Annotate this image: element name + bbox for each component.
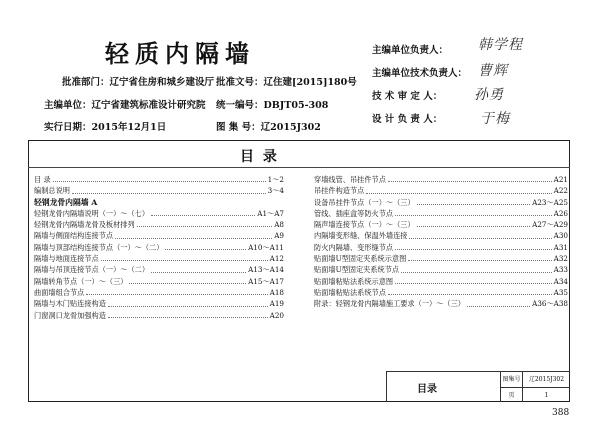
toc-entry xyxy=(34,298,284,309)
toc-entry-text: 内隔墙变形缝、保温外墙连接 xyxy=(314,231,408,241)
toc-entry xyxy=(34,242,284,253)
responsible-label-3: 技 术 审 定 人： xyxy=(372,91,443,102)
toc-entry xyxy=(314,208,568,219)
toc-entry-text: 附录：轻钢龙骨内隔墙施工要求（一）～（三） xyxy=(314,299,465,309)
atlas-label-cell: 图集号 xyxy=(500,372,522,387)
toc-entry xyxy=(34,230,284,241)
toc-entry xyxy=(314,185,568,196)
date-label: 实行日期： xyxy=(44,122,92,133)
toc-entry xyxy=(34,276,284,287)
toc-entry xyxy=(314,230,568,241)
toc-entry-page: A10～A11 xyxy=(248,242,284,252)
toc-entry xyxy=(34,264,284,275)
toc-entry-page: A33 xyxy=(553,265,568,275)
signature-4: 于梅 xyxy=(480,111,510,127)
toc-entry-page: A23～A25 xyxy=(532,197,568,207)
toc-entry xyxy=(34,287,284,298)
approval-dept-value: 辽宁省住房和城乡建设厅 xyxy=(109,77,215,88)
toc-entry-text: 门窗洞口龙骨加强构造 xyxy=(34,310,106,320)
approval-dept xyxy=(62,74,214,88)
date-value: 2015年12月1日 xyxy=(91,122,167,133)
toc-entry-text: 穿墙线管、吊挂件节点 xyxy=(314,175,386,184)
title-block-name: 目录 xyxy=(417,384,437,395)
toc-left-column xyxy=(34,174,284,321)
toc-entry-text: 轻钢龙骨内隔墙龙骨及板材排列 xyxy=(34,220,135,230)
toc-entry-page: A31 xyxy=(553,242,568,252)
approval-no xyxy=(216,74,357,88)
toc-entry-text: 曲面墙组合节点 xyxy=(34,287,85,297)
toc-entry-page: A22 xyxy=(553,186,568,196)
toc-entry xyxy=(314,276,568,287)
toc-entry-text: 管线、插座盒等防火节点 xyxy=(314,208,394,218)
toc-entry xyxy=(314,242,568,253)
toc-entry xyxy=(314,287,568,298)
responsible-label-2: 主编单位技术负责人： xyxy=(372,68,468,79)
atlas-no-value: 辽2015J302 xyxy=(260,122,321,133)
toc-entry-page: A30 xyxy=(553,231,568,241)
toc-entry-leader xyxy=(151,264,246,272)
toc-divider xyxy=(28,167,570,168)
toc-right-column xyxy=(314,174,568,310)
document-title: 轻质内隔墙 xyxy=(105,39,255,68)
toc-entry-page: A13～A14 xyxy=(248,265,284,275)
toc-entry-leader xyxy=(388,287,552,295)
toc-entry-page: 1～2 xyxy=(267,175,284,184)
approval-no-label: 批准文号： xyxy=(216,77,264,88)
toc-entry-page: A36～A38 xyxy=(532,299,568,309)
toc-entry-leader xyxy=(129,276,246,284)
toc-entry-leader xyxy=(401,264,552,272)
toc-entry-text: 吊挂件构造节点 xyxy=(314,186,365,196)
toc-entry-leader xyxy=(53,174,266,182)
toc-entry-leader xyxy=(395,276,552,284)
approval-no-value: 辽住建[2015]180号 xyxy=(263,77,357,88)
toc-entry-page: A18 xyxy=(269,287,284,297)
atlas-no xyxy=(216,119,321,133)
toc-entry xyxy=(314,298,568,309)
toc-entry-text: 隔墙与吊顶连接节点（一）～（二） xyxy=(34,265,150,275)
toc-entry-leader xyxy=(366,185,551,193)
toc-entry-leader xyxy=(417,219,530,227)
page-number: 388 xyxy=(552,408,570,418)
toc-entry-leader xyxy=(417,197,530,205)
editor-unit xyxy=(44,97,206,111)
toc-entry-text: 目 录 xyxy=(34,175,51,184)
implement-date xyxy=(44,119,166,133)
toc-entry-text: 防火内隔墙、变形缝节点 xyxy=(314,242,394,252)
toc-entry-page: A32 xyxy=(553,254,568,264)
toc-entry-leader xyxy=(115,230,272,238)
title-block-grid xyxy=(500,372,570,402)
editor-label: 主编单位： xyxy=(44,100,92,111)
toc-entry-text: 隔墙与地面连接节点 xyxy=(34,254,99,264)
toc-entry-text: 隔声墙连接节点（一）～（三） xyxy=(314,220,415,230)
page-value-cell: 1 xyxy=(522,387,570,402)
toc-title: 目 录 xyxy=(240,149,279,165)
toc-entry-page: A12 xyxy=(269,254,284,264)
toc-entry-text: 隔墙与侧面结构连接节点 xyxy=(34,231,114,241)
toc-entry xyxy=(34,219,284,230)
responsible-label-1: 主编单位负责人： xyxy=(372,45,449,56)
toc-entry-leader xyxy=(467,298,530,306)
toc-entry-page: A21 xyxy=(553,175,568,184)
toc-entry xyxy=(34,310,284,321)
editor-value: 辽宁省建筑标准设计研究院 xyxy=(91,100,206,111)
toc-entry xyxy=(314,253,568,264)
toc-entry-leader xyxy=(86,287,267,295)
toc-entry-leader xyxy=(388,174,552,182)
toc-entry xyxy=(34,185,284,196)
toc-entry-text: 贴面墙粘贴法系统示意图 xyxy=(314,276,394,286)
unified-no-value: DBJT05-308 xyxy=(263,100,329,111)
toc-entry-page: A20 xyxy=(269,310,284,320)
toc-entry-text: 贴面墙U型固定夹系统示意图 xyxy=(314,254,407,264)
toc-entry xyxy=(34,197,284,208)
signature-2: 曹辉 xyxy=(478,63,508,79)
toc-entry xyxy=(34,253,284,264)
toc-entry-page: A27～A29 xyxy=(532,220,568,230)
toc-entry-leader xyxy=(395,242,552,250)
toc-entry-leader xyxy=(137,219,273,227)
toc-entry-leader xyxy=(108,298,268,306)
toc-entry-page: A15～A17 xyxy=(248,276,284,286)
toc-entry-leader xyxy=(408,253,551,261)
toc-entry xyxy=(34,174,284,185)
toc-entry-leader xyxy=(395,208,552,216)
toc-entry xyxy=(314,197,568,208)
page-label-cell: 页 xyxy=(500,387,522,402)
toc-entry-text: 隔墙与木门贴连接构造 xyxy=(34,299,106,309)
toc-entry-leader xyxy=(409,230,551,238)
toc-entry-leader xyxy=(101,253,268,261)
toc-entry xyxy=(34,208,284,219)
responsible-label-4: 设 计 负 责 人： xyxy=(372,114,443,125)
toc-entry-leader xyxy=(165,242,246,250)
toc-entry-page: A1～A7 xyxy=(257,208,284,218)
toc-entry-text: 轻钢龙骨内隔墙说明（一）～（七） xyxy=(34,208,150,218)
toc-entry-page: A26 xyxy=(553,208,568,218)
atlas-no-label: 图 集 号： xyxy=(216,122,261,133)
approval-dept-label: 批准部门： xyxy=(62,77,110,88)
atlas-value-cell: 辽2015J302 xyxy=(522,372,570,387)
toc-entry-page: A19 xyxy=(269,299,284,309)
toc-entry xyxy=(314,174,568,185)
toc-entry-text: 编制总说明 xyxy=(34,186,70,196)
signature-3: 孙勇 xyxy=(474,87,504,103)
toc-entry-leader xyxy=(108,310,268,318)
toc-entry-text: 贴面墙粘贴法系统节点 xyxy=(314,287,386,297)
toc-entry-text: 隔墙转角节点（一）～（三） xyxy=(34,276,128,286)
toc-entry-page: A34 xyxy=(553,276,568,286)
signature-1: 韩学程 xyxy=(478,37,523,53)
toc-entry-page: A9 xyxy=(274,231,284,241)
unified-no xyxy=(216,97,328,111)
toc-entry-leader xyxy=(72,185,266,193)
unified-no-label: 统一编号： xyxy=(216,100,264,111)
toc-entry-text: 隔墙与顶部结构连接节点（一）～（二） xyxy=(34,242,164,252)
toc-entry-text: 设备吊挂件节点（一）～（三） xyxy=(314,197,415,207)
toc-entry-page: A35 xyxy=(553,287,568,297)
toc-entry xyxy=(314,219,568,230)
toc-entry-text: 轻钢龙骨内隔墙 A xyxy=(34,197,98,207)
toc-entry-page: A8 xyxy=(274,220,284,230)
toc-entry-text: 贴面墙U型固定夹系统节点 xyxy=(314,265,400,275)
title-block xyxy=(386,371,570,402)
toc-entry-leader xyxy=(151,208,255,216)
toc-entry xyxy=(314,264,568,275)
toc-entry-page: 3～4 xyxy=(267,186,284,196)
